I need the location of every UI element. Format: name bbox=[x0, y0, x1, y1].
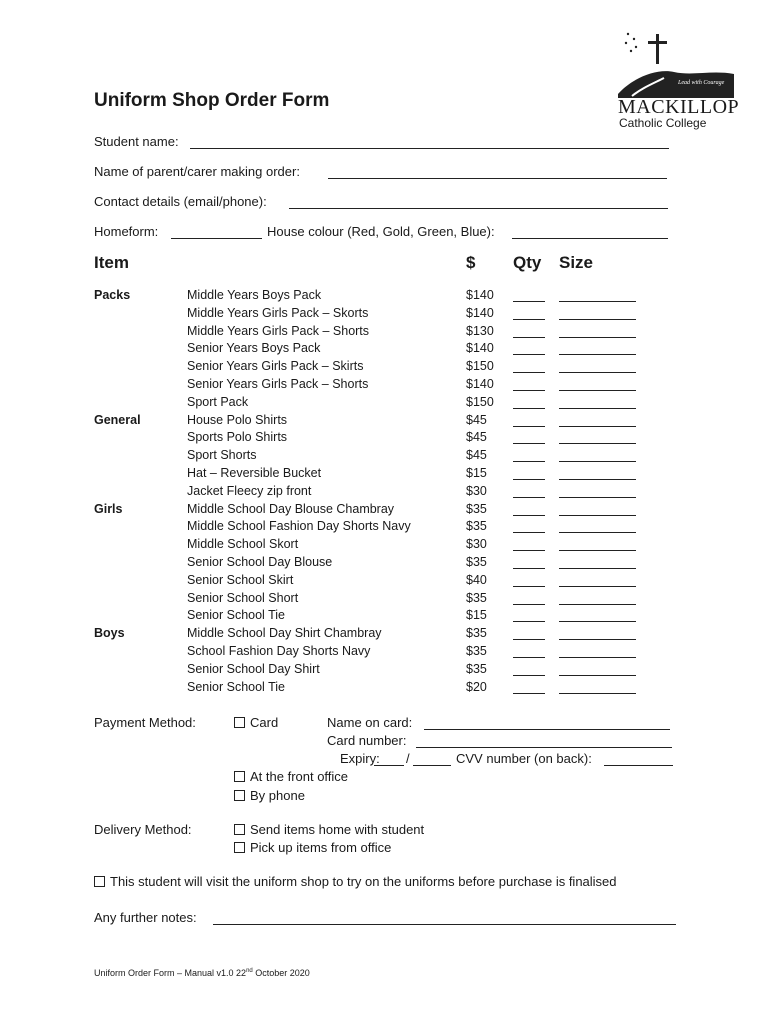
parent-name-line[interactable] bbox=[328, 178, 667, 179]
qty-line[interactable] bbox=[513, 693, 545, 694]
house-colour-line[interactable] bbox=[512, 238, 668, 239]
item-row bbox=[0, 484, 770, 502]
logo-subname: Catholic College bbox=[619, 116, 707, 130]
qty-line[interactable] bbox=[513, 301, 545, 302]
qty-line[interactable] bbox=[513, 461, 545, 462]
payment-front-office-option[interactable] bbox=[234, 769, 348, 784]
item-row bbox=[0, 502, 770, 520]
qty-line[interactable] bbox=[513, 497, 545, 498]
qty-line[interactable] bbox=[513, 604, 545, 605]
checkbox-icon[interactable] bbox=[234, 717, 245, 728]
qty-line[interactable] bbox=[513, 550, 545, 551]
cross-icon bbox=[656, 34, 659, 64]
item-row bbox=[0, 413, 770, 431]
logo-name: MACKILLOP bbox=[618, 96, 740, 118]
item-row bbox=[0, 644, 770, 662]
item-name: Senior School Tie bbox=[187, 608, 285, 623]
item-price: $130 bbox=[466, 323, 494, 338]
qty-line[interactable] bbox=[513, 337, 545, 338]
size-line[interactable] bbox=[559, 639, 636, 640]
item-name: House Polo Shirts bbox=[187, 412, 288, 427]
item-name: Middle Years Boys Pack bbox=[187, 288, 322, 302]
contact-line[interactable] bbox=[289, 208, 668, 209]
delivery-pick-up-option[interactable] bbox=[234, 840, 391, 855]
qty-line[interactable] bbox=[513, 319, 545, 320]
size-line[interactable] bbox=[559, 408, 636, 409]
expiry-label: Expiry: bbox=[340, 751, 380, 766]
item-price: $35 bbox=[466, 519, 487, 534]
card-number-line[interactable] bbox=[416, 747, 672, 748]
category-boys: Boys bbox=[94, 626, 125, 641]
card-number-label: Card number: bbox=[327, 733, 407, 748]
qty-line[interactable] bbox=[513, 372, 545, 373]
item-name: Senior School Day Shirt bbox=[187, 661, 320, 676]
qty-line[interactable] bbox=[513, 675, 545, 676]
header-size: Size bbox=[559, 253, 594, 272]
item-price: $30 bbox=[466, 483, 487, 498]
size-line[interactable] bbox=[559, 301, 636, 302]
size-line[interactable] bbox=[559, 497, 636, 498]
size-line[interactable] bbox=[559, 319, 636, 320]
size-line[interactable] bbox=[559, 693, 636, 694]
item-name: Senior School Tie bbox=[187, 679, 285, 694]
pick-up-label: Pick up items from office bbox=[250, 840, 392, 855]
item-price: $35 bbox=[466, 501, 487, 516]
item-price: $150 bbox=[466, 359, 494, 374]
header-price: $ bbox=[466, 253, 476, 272]
size-line[interactable] bbox=[559, 354, 636, 355]
category-packs: Packs bbox=[94, 288, 131, 302]
item-row bbox=[0, 306, 770, 324]
item-name: Middle School Skort bbox=[187, 537, 299, 552]
checkbox-icon[interactable] bbox=[234, 824, 245, 835]
parent-name-label: Name of parent/carer making order: bbox=[94, 164, 300, 179]
footer-sup: nd bbox=[246, 968, 253, 974]
item-price: $35 bbox=[466, 555, 487, 569]
item-row bbox=[0, 573, 770, 591]
footer bbox=[94, 968, 310, 978]
qty-line[interactable] bbox=[513, 657, 545, 658]
item-price: $35 bbox=[466, 626, 487, 641]
item-row bbox=[0, 555, 770, 573]
item-name: Middle Years Girls Pack – Shorts bbox=[187, 323, 370, 338]
qty-line[interactable] bbox=[513, 532, 545, 533]
cvv-line[interactable] bbox=[604, 765, 673, 766]
notes-label: Any further notes: bbox=[94, 910, 197, 925]
item-name: Middle School Fashion Day Shorts Navy bbox=[187, 519, 411, 534]
checkbox-icon[interactable] bbox=[234, 771, 245, 782]
try-on-option[interactable] bbox=[94, 874, 617, 889]
item-price: $150 bbox=[466, 394, 494, 409]
item-name: Sport Shorts bbox=[187, 448, 257, 463]
item-name: Senior School Skirt bbox=[187, 572, 294, 587]
student-name-line[interactable] bbox=[190, 148, 669, 149]
item-row bbox=[0, 341, 770, 359]
size-line[interactable] bbox=[559, 390, 636, 391]
payment-phone-option[interactable] bbox=[234, 788, 305, 803]
item-price: $20 bbox=[466, 679, 487, 694]
college-logo bbox=[612, 28, 738, 132]
item-price: $30 bbox=[466, 537, 487, 552]
size-line[interactable] bbox=[559, 372, 636, 373]
size-line[interactable] bbox=[559, 515, 636, 516]
item-row bbox=[0, 519, 770, 537]
delivery-method-label: Delivery Method: bbox=[94, 822, 192, 837]
size-line[interactable] bbox=[559, 426, 636, 427]
item-name: Jacket Fleecy zip front bbox=[187, 483, 312, 498]
item-name: Senior School Short bbox=[187, 590, 299, 605]
size-line[interactable] bbox=[559, 657, 636, 658]
item-price: $140 bbox=[466, 341, 494, 356]
checkbox-icon[interactable] bbox=[234, 790, 245, 801]
category-general: General bbox=[94, 412, 141, 427]
size-line[interactable] bbox=[559, 621, 636, 622]
item-price: $45 bbox=[466, 430, 487, 445]
footer-suffix: October 2020 bbox=[252, 968, 310, 978]
item-price: $15 bbox=[466, 466, 487, 480]
item-row bbox=[0, 537, 770, 555]
logo-motto: Lead with Courage bbox=[678, 80, 725, 86]
item-row bbox=[0, 466, 770, 484]
item-price: $35 bbox=[466, 661, 487, 676]
item-row bbox=[0, 324, 770, 342]
item-row bbox=[0, 430, 770, 448]
item-row bbox=[0, 288, 770, 306]
qty-line[interactable] bbox=[513, 390, 545, 391]
item-price: $140 bbox=[466, 305, 494, 320]
payment-card-label: Card bbox=[250, 715, 279, 730]
delivery-send-home-option[interactable] bbox=[234, 822, 424, 837]
item-price: $140 bbox=[466, 377, 494, 391]
size-line[interactable] bbox=[559, 532, 636, 533]
checkbox-icon[interactable] bbox=[94, 876, 105, 887]
qty-line[interactable] bbox=[513, 621, 545, 622]
expiry-year-line[interactable] bbox=[413, 765, 451, 766]
name-on-card-label: Name on card: bbox=[327, 715, 413, 730]
payment-card-option[interactable] bbox=[234, 715, 278, 730]
item-row bbox=[0, 448, 770, 466]
item-row bbox=[0, 680, 770, 698]
house-colour-label: House colour (Red, Gold, Green, Blue): bbox=[267, 224, 495, 239]
item-price: $15 bbox=[466, 608, 487, 623]
payment-method-label: Payment Method: bbox=[94, 715, 196, 730]
size-line[interactable] bbox=[559, 461, 636, 462]
header-item: Item bbox=[94, 253, 129, 272]
item-row bbox=[0, 662, 770, 680]
item-name: Middle Years Girls Pack – Skorts bbox=[187, 305, 369, 320]
item-row bbox=[0, 626, 770, 644]
size-line[interactable] bbox=[559, 586, 636, 587]
homeform-line[interactable] bbox=[171, 238, 262, 239]
item-row bbox=[0, 395, 770, 413]
cvv-label: CVV number (on back): bbox=[456, 751, 592, 766]
student-name-label: Student name: bbox=[94, 134, 179, 149]
item-row bbox=[0, 359, 770, 377]
item-price: $45 bbox=[466, 448, 487, 463]
send-home-label: Send items home with student bbox=[250, 822, 425, 837]
qty-line[interactable] bbox=[513, 639, 545, 640]
page-title: Uniform Shop Order Form bbox=[94, 90, 330, 111]
size-line[interactable] bbox=[559, 550, 636, 551]
size-line[interactable] bbox=[559, 568, 636, 569]
size-line[interactable] bbox=[559, 604, 636, 605]
item-price: $35 bbox=[466, 644, 487, 658]
front-office-label: At the front office bbox=[250, 769, 349, 784]
item-name: Middle School Day Blouse Chambray bbox=[187, 501, 395, 516]
by-phone-label: By phone bbox=[250, 788, 305, 803]
item-row bbox=[0, 377, 770, 395]
qty-line[interactable] bbox=[513, 426, 545, 427]
checkbox-icon[interactable] bbox=[234, 842, 245, 853]
item-name: Senior School Day Blouse bbox=[187, 555, 333, 569]
contact-label: Contact details (email/phone): bbox=[94, 194, 267, 209]
qty-line[interactable] bbox=[513, 354, 545, 355]
try-on-label: This student will visit the uniform shop to try on the uniforms before purchase is finalised bbox=[110, 874, 617, 889]
size-line[interactable] bbox=[559, 337, 636, 338]
item-name: Middle School Day Shirt Chambray bbox=[187, 626, 382, 641]
item-row bbox=[0, 608, 770, 626]
item-name: Senior Years Boys Pack bbox=[187, 341, 321, 356]
qty-line[interactable] bbox=[513, 515, 545, 516]
item-name: Sports Polo Shirts bbox=[187, 430, 288, 445]
size-line[interactable] bbox=[559, 443, 636, 444]
size-line[interactable] bbox=[559, 479, 636, 480]
qty-line[interactable] bbox=[513, 408, 545, 409]
qty-line[interactable] bbox=[513, 586, 545, 587]
item-price: $140 bbox=[466, 288, 494, 302]
item-price: $35 bbox=[466, 590, 487, 605]
name-on-card-line[interactable] bbox=[424, 729, 670, 730]
item-price: $45 bbox=[466, 412, 487, 427]
expiry-slash: / bbox=[406, 751, 410, 766]
item-name: Sport Pack bbox=[187, 394, 249, 409]
footer-prefix: Uniform Order Form – Manual v1.0 22 bbox=[94, 968, 247, 978]
qty-line[interactable] bbox=[513, 443, 545, 444]
item-name: School Fashion Day Shorts Navy bbox=[187, 644, 371, 658]
qty-line[interactable] bbox=[513, 568, 545, 569]
item-name: Senior Years Girls Pack – Shorts bbox=[187, 377, 369, 391]
size-line[interactable] bbox=[559, 675, 636, 676]
header-qty: Qty bbox=[513, 253, 542, 272]
expiry-month-line[interactable] bbox=[374, 765, 404, 766]
homeform-label: Homeform: bbox=[94, 224, 159, 239]
qty-line[interactable] bbox=[513, 479, 545, 480]
item-price: $40 bbox=[466, 572, 487, 587]
item-row bbox=[0, 591, 770, 609]
notes-line[interactable] bbox=[213, 924, 676, 925]
category-girls: Girls bbox=[94, 501, 123, 516]
item-name: Hat – Reversible Bucket bbox=[187, 466, 322, 480]
item-name: Senior Years Girls Pack – Skirts bbox=[187, 359, 364, 374]
